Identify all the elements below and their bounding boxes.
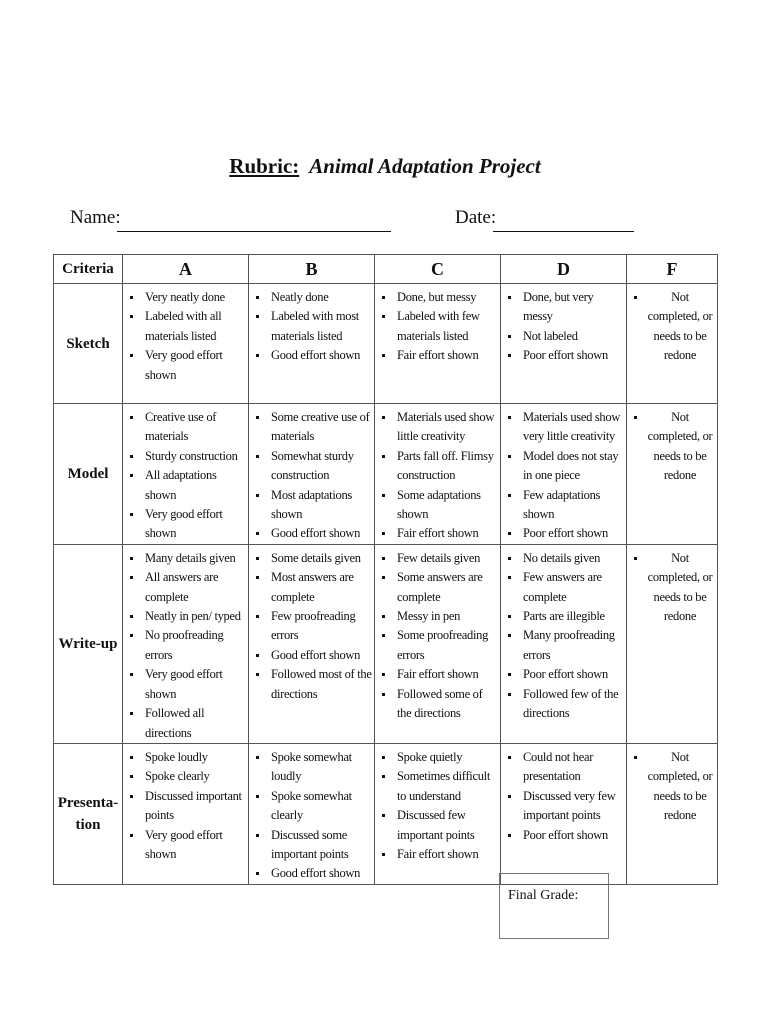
criteria-label: Model <box>54 404 123 545</box>
date-label: Date: <box>455 207 497 228</box>
criteria-item: No details given <box>505 549 624 568</box>
header-grade-d: D <box>501 255 627 284</box>
criteria-item: All answers are complete <box>127 568 246 607</box>
criteria-item: Spoke quietly <box>379 748 498 767</box>
criteria-list <box>379 288 498 366</box>
criteria-item: Materials used show very little creativity <box>505 408 624 447</box>
criteria-item: Followed all directions <box>127 704 246 743</box>
cell-grade-a <box>123 404 249 545</box>
cell-grade-f <box>627 404 718 545</box>
cell-grade-b <box>249 284 375 404</box>
rubric-table <box>53 254 718 885</box>
criteria-item: Most answers are complete <box>253 568 372 607</box>
criteria-item: Parts fall off. Flimsy construction <box>379 447 498 486</box>
criteria-item: Neatly done <box>253 288 372 307</box>
cell-grade-c <box>375 404 501 545</box>
criteria-item: Poor effort shown <box>505 826 624 845</box>
cell-grade-b <box>249 743 375 884</box>
criteria-item: Poor effort shown <box>505 524 624 543</box>
criteria-item: Fair effort shown <box>379 665 498 684</box>
criteria-item: Poor effort shown <box>505 346 624 365</box>
criteria-item: Somewhat sturdy construction <box>253 447 372 486</box>
title-rubric: Rubric: <box>229 154 300 178</box>
final-grade-box[interactable] <box>499 873 609 939</box>
criteria-list <box>127 408 246 544</box>
cell-grade-d <box>501 284 627 404</box>
criteria-item: Not labeled <box>505 327 624 346</box>
row-model <box>54 404 718 545</box>
criteria-item: Discussed very few important points <box>505 787 624 826</box>
criteria-list <box>127 748 246 864</box>
criteria-item: Materials used show little creativity <box>379 408 498 447</box>
criteria-list <box>127 288 246 385</box>
criteria-item: Some details given <box>253 549 372 568</box>
cell-grade-a <box>123 544 249 743</box>
header-criteria: Criteria <box>54 255 123 284</box>
criteria-item: Labeled with few materials listed <box>379 307 498 346</box>
criteria-item: Very good effort shown <box>127 505 246 544</box>
criteria-list <box>379 748 498 864</box>
row-sketch <box>54 284 718 404</box>
header-grade-c: C <box>375 255 501 284</box>
criteria-item: Good effort shown <box>253 864 372 883</box>
criteria-item: Discussed some important points <box>253 826 372 865</box>
criteria-item: Followed most of the directions <box>253 665 372 704</box>
criteria-item: Good effort shown <box>253 524 372 543</box>
cell-grade-c <box>375 544 501 743</box>
criteria-item: Neatly in pen/ typed <box>127 607 246 626</box>
criteria-item: Followed some of the directions <box>379 685 498 724</box>
criteria-item: Many proofreading errors <box>505 626 624 665</box>
criteria-list <box>505 748 624 845</box>
name-blank-line[interactable] <box>117 231 391 232</box>
cell-grade-a <box>123 743 249 884</box>
criteria-item: Good effort shown <box>253 346 372 365</box>
criteria-item: Some answers are complete <box>379 568 498 607</box>
criteria-list <box>253 408 372 544</box>
criteria-item: Not completed, or needs to be redone <box>631 408 715 486</box>
criteria-item: Few details given <box>379 549 498 568</box>
criteria-list <box>631 288 715 366</box>
criteria-list <box>127 549 246 743</box>
cell-grade-d <box>501 404 627 545</box>
criteria-item: Done, but very messy <box>505 288 624 327</box>
criteria-item: Very good effort shown <box>127 826 246 865</box>
criteria-item: Sometimes difficult to understand <box>379 767 498 806</box>
criteria-item: Done, but messy <box>379 288 498 307</box>
criteria-item: Poor effort shown <box>505 665 624 684</box>
cell-grade-d <box>501 743 627 884</box>
cell-grade-d <box>501 544 627 743</box>
criteria-item: Fair effort shown <box>379 524 498 543</box>
criteria-item: Creative use of materials <box>127 408 246 447</box>
cell-grade-b <box>249 404 375 545</box>
header-grade-f: F <box>627 255 718 284</box>
page-title <box>0 154 770 179</box>
row-write-up <box>54 544 718 743</box>
criteria-item: Some proofreading errors <box>379 626 498 665</box>
criteria-item: Spoke somewhat loudly <box>253 748 372 787</box>
name-label: Name: <box>70 207 121 228</box>
criteria-item: Not completed, or needs to be redone <box>631 748 715 826</box>
criteria-item: Labeled with most materials listed <box>253 307 372 346</box>
criteria-item: Very good effort shown <box>127 346 246 385</box>
criteria-item: Discussed few important points <box>379 806 498 845</box>
criteria-item: Very neatly done <box>127 288 246 307</box>
header-grade-b: B <box>249 255 375 284</box>
header-row <box>54 255 718 284</box>
criteria-item: Sturdy construction <box>127 447 246 466</box>
criteria-list <box>379 549 498 724</box>
criteria-label: Write-up <box>54 544 123 743</box>
cell-grade-c <box>375 743 501 884</box>
criteria-list <box>379 408 498 544</box>
criteria-item: Most adaptations shown <box>253 486 372 525</box>
criteria-item: Followed few of the directions <box>505 685 624 724</box>
criteria-item: Few adaptations shown <box>505 486 624 525</box>
cell-grade-f <box>627 544 718 743</box>
criteria-item: Very good effort shown <box>127 665 246 704</box>
criteria-list <box>505 408 624 544</box>
cell-grade-b <box>249 544 375 743</box>
header-grade-a: A <box>123 255 249 284</box>
criteria-item: Messy in pen <box>379 607 498 626</box>
criteria-list <box>631 408 715 486</box>
criteria-item: Fair effort shown <box>379 346 498 365</box>
criteria-item: Parts are illegible <box>505 607 624 626</box>
criteria-list <box>631 549 715 627</box>
criteria-item: Discussed important points <box>127 787 246 826</box>
criteria-item: Not completed, or needs to be redone <box>631 288 715 366</box>
criteria-item: Few proofreading errors <box>253 607 372 646</box>
criteria-item: All adaptations shown <box>127 466 246 505</box>
criteria-label: Sketch <box>54 284 123 404</box>
criteria-label: Presenta- tion <box>54 743 123 884</box>
criteria-item: Labeled with all materials listed <box>127 307 246 346</box>
criteria-item: No proofreading errors <box>127 626 246 665</box>
criteria-item: Spoke loudly <box>127 748 246 767</box>
criteria-item: Many details given <box>127 549 246 568</box>
cell-grade-f <box>627 743 718 884</box>
criteria-item: Few answers are complete <box>505 568 624 607</box>
criteria-item: Spoke clearly <box>127 767 246 786</box>
criteria-item: Model does not stay in one piece <box>505 447 624 486</box>
date-blank-line[interactable] <box>493 231 634 232</box>
row-presentation <box>54 743 718 884</box>
criteria-list <box>253 549 372 704</box>
cell-grade-c <box>375 284 501 404</box>
criteria-list <box>253 748 372 884</box>
final-grade-label: Final Grade: <box>508 888 579 903</box>
criteria-item: Spoke somewhat clearly <box>253 787 372 826</box>
criteria-list <box>505 288 624 366</box>
cell-grade-f <box>627 284 718 404</box>
criteria-item: Fair effort shown <box>379 845 498 864</box>
criteria-item: Could not hear presentation <box>505 748 624 787</box>
criteria-item: Some creative use of materials <box>253 408 372 447</box>
criteria-item: Good effort shown <box>253 646 372 665</box>
cell-grade-a <box>123 284 249 404</box>
criteria-list <box>253 288 372 366</box>
criteria-item: Not completed, or needs to be redone <box>631 549 715 627</box>
title-project: Animal Adaptation Project <box>309 154 541 178</box>
criteria-list <box>631 748 715 826</box>
criteria-item: Some adaptations shown <box>379 486 498 525</box>
criteria-list <box>505 549 624 724</box>
